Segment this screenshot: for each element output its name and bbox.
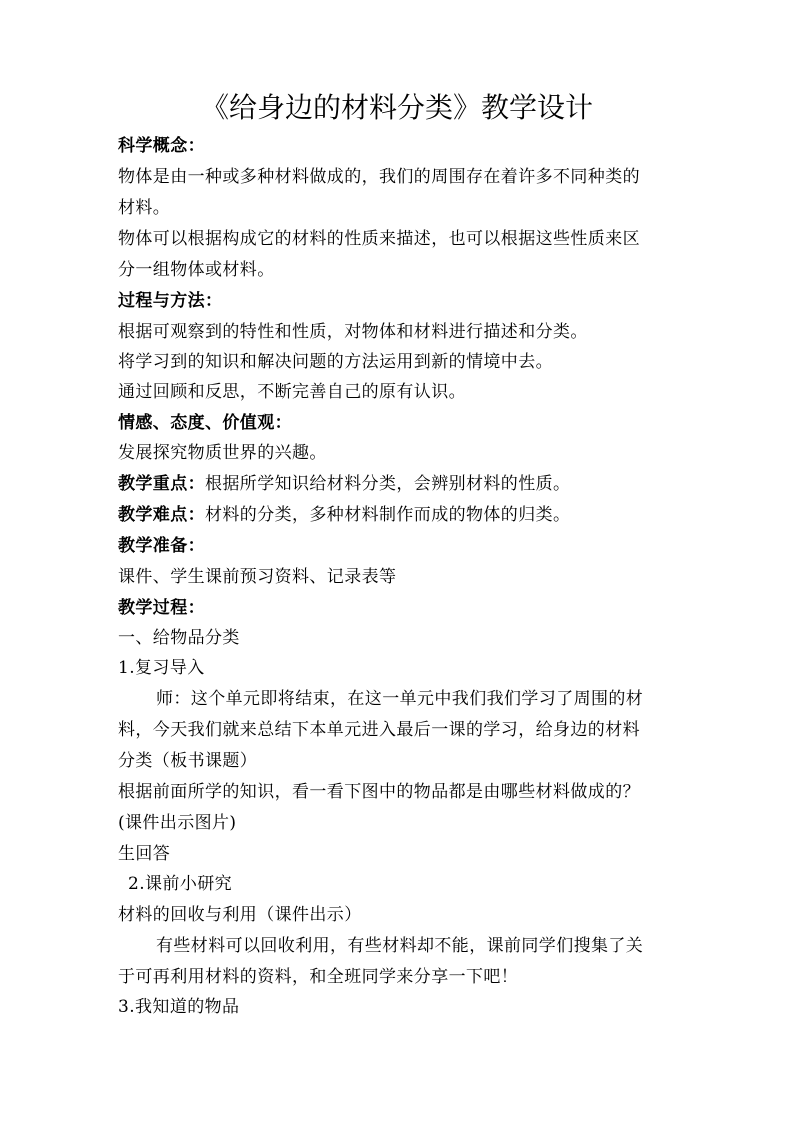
paragraph-line: 材料的回收与利用（课件出示） — [118, 905, 362, 925]
teaching-key-point-label: 教学重点： — [118, 474, 205, 494]
paragraph-line: 有些材料可以回收利用，有些材料却不能，课前同学们搜集了关 — [156, 936, 644, 956]
teaching-difficulty-text: 材料的分类，多种材料制作而成的物体的归类。 — [205, 505, 571, 525]
section-heading-teaching-process: 教学过程： — [118, 598, 205, 618]
paragraph-line: 将学习到的知识和解决问题的方法运用到新的情境中去。 — [118, 352, 553, 372]
document-title: 《给身边的材料分类》教学设计 — [200, 91, 593, 124]
paragraph-line: 课件、学生课前预习资料、记录表等 — [118, 567, 397, 587]
paragraph-line: 料，今天我们就来总结下本单元进入最后一课的学习，给身边的材料 — [118, 720, 640, 740]
paragraph-line: 分一组物体或材料。 — [118, 260, 275, 280]
step-heading: 1.复习导入 — [118, 658, 205, 678]
teaching-difficulty-label: 教学难点： — [118, 505, 205, 525]
paragraph-line: 生回答 — [118, 844, 171, 864]
paragraph-line: 材料。 — [118, 198, 171, 218]
section-heading-preparation: 教学准备： — [118, 536, 205, 556]
paragraph-line: 物体可以根据构成它的材料的性质来描述，也可以根据这些性质来区 — [118, 229, 640, 249]
paragraph-line: 物体是由一种或多种材料做成的，我们的周围存在着许多不同种类的 — [118, 167, 640, 187]
paragraph-line: 发展探究物质世界的兴趣。 — [118, 443, 327, 463]
teaching-difficulty-line — [118, 503, 688, 527]
teaching-key-point-line — [118, 472, 688, 496]
teaching-key-point-text: 根据所学知识给材料分类，会辨别材料的性质。 — [205, 474, 571, 494]
paragraph-line: (课件出示图片) — [118, 813, 237, 833]
paragraph-line: 根据可观察到的特性和性质，对物体和材料进行描述和分类。 — [118, 322, 588, 342]
section-heading-attitude-values: 情感、态度、价值观： — [118, 413, 292, 433]
paragraph-line: 于可再利用材料的资料，和全班同学来分享一下吧！ — [118, 967, 519, 987]
section-heading-science-concept: 科学概念： — [118, 136, 205, 156]
subsection-heading: 一、给物品分类 — [118, 628, 240, 648]
section-heading-process-method: 过程与方法： — [118, 291, 223, 311]
step-heading: 2.课前小研究 — [128, 874, 233, 894]
step-heading: 3.我知道的物品 — [118, 997, 240, 1017]
paragraph-line: 根据前面所学的知识，看一看下图中的物品都是由哪些材料做成的？ — [118, 782, 640, 802]
paragraph-line: 师：这个单元即将结束，在这一单元中我们我们学习了周围的材 — [156, 689, 644, 709]
paragraph-line: 分类（板书课题） — [118, 751, 258, 771]
paragraph-line: 通过回顾和反思，不断完善自己的原有认识。 — [118, 382, 466, 402]
